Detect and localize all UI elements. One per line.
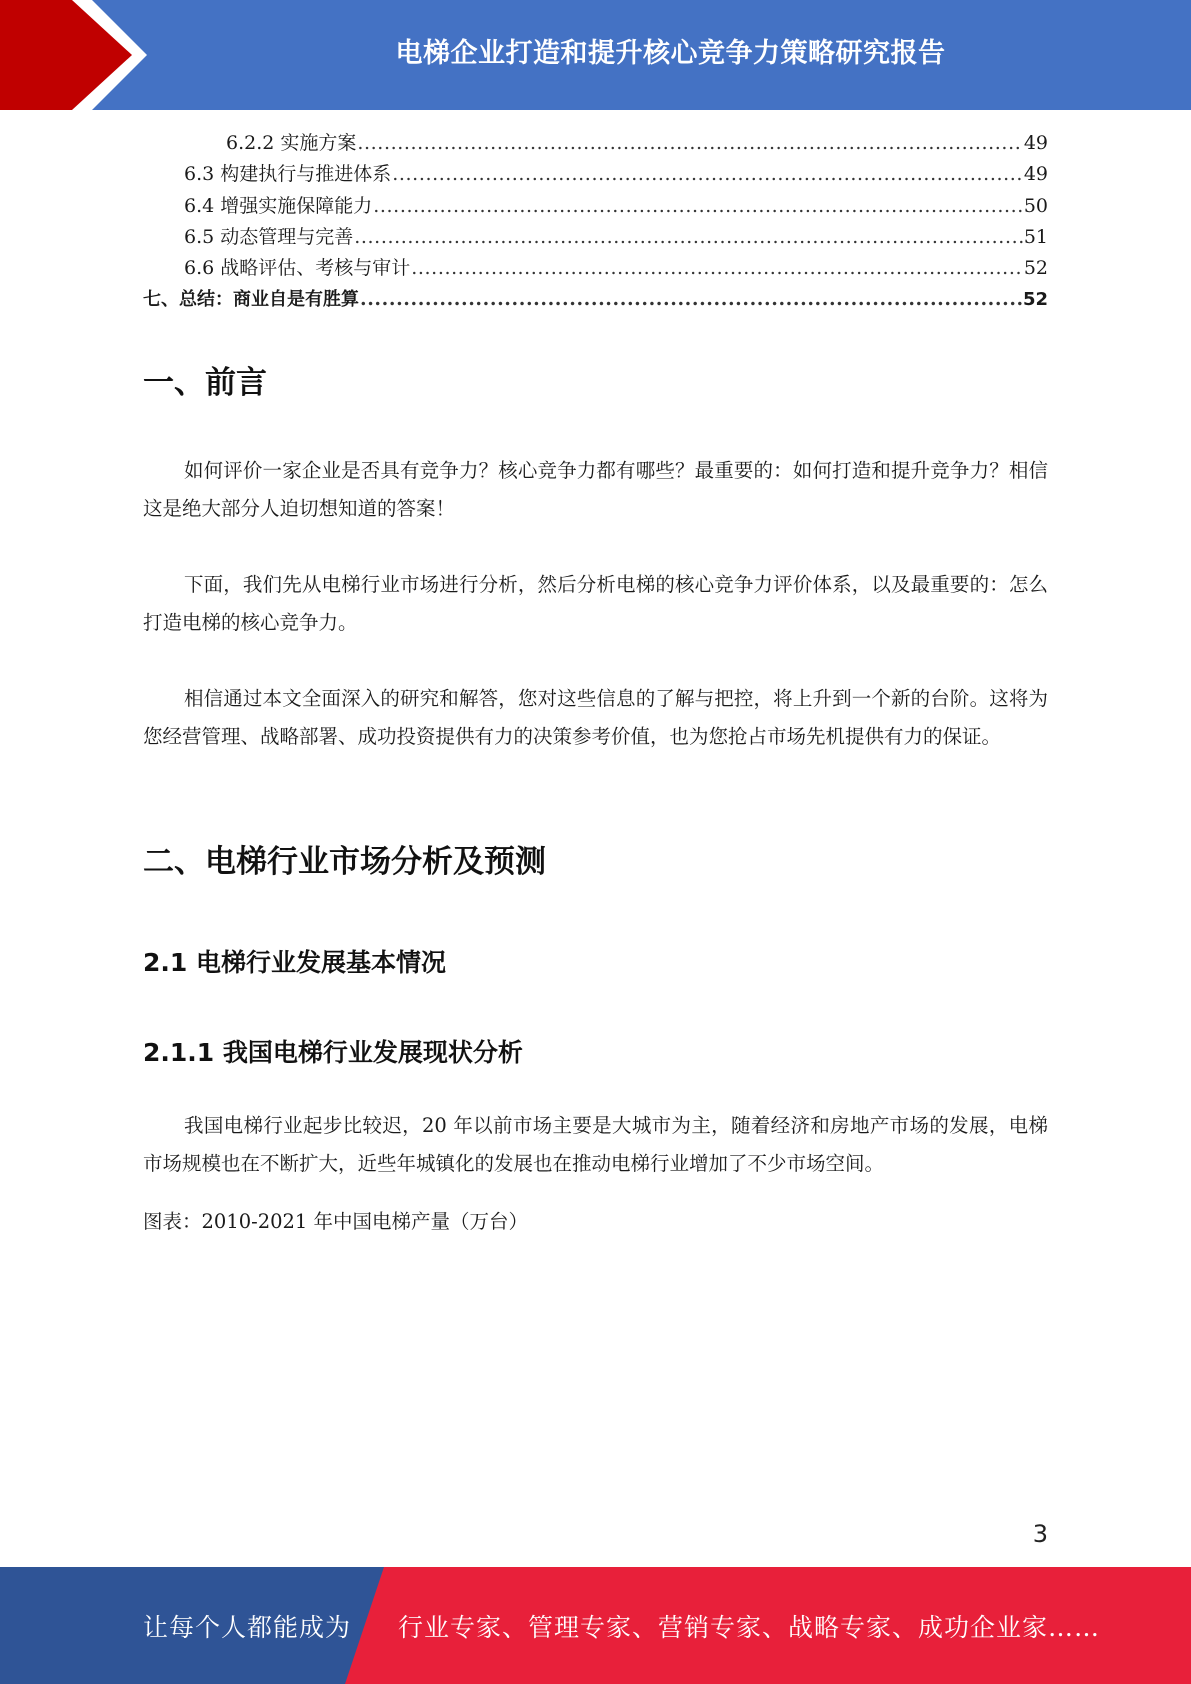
toc-entry-page: 52 bbox=[1022, 289, 1048, 311]
subsection-heading: 2.1 电梯行业发展基本情况 bbox=[143, 948, 446, 977]
section-heading-preface: 一、前言 bbox=[143, 365, 267, 401]
toc-entry-page: 49 bbox=[1023, 163, 1048, 186]
paragraph: 相信通过本文全面深入的研究和解答，您对这些信息的了解与把控，将上升到一个新的台阶。这将为您经营管理、战略部署、成功投资提供有力的决策参考价值，也为您抢占市场先机提供有力的保证。 bbox=[143, 687, 1048, 748]
toc-entry-label: 七、总结：商业自是有胜算 bbox=[143, 289, 359, 311]
toc-entry-label: 6.6 战略评估、考核与审计 bbox=[184, 257, 411, 280]
toc-entry-page: 49 bbox=[1023, 132, 1048, 154]
toc-leader-dots bbox=[354, 222, 1023, 253]
subsubsection-heading: 2.1.1 我国电梯行业发展现状分析 bbox=[143, 1038, 523, 1067]
toc-leader-dots bbox=[360, 284, 1022, 315]
footer-slogan: 让每个人都能成为 bbox=[143, 1612, 352, 1642]
toc-entry-label: 6.4 增强实施保障能力 bbox=[184, 194, 373, 217]
toc-entry-label: 6.2.2 实施方案 bbox=[226, 132, 357, 154]
toc-entry-label: 6.3 构建执行与推进体系 bbox=[184, 163, 392, 186]
page-footer bbox=[0, 1567, 1191, 1684]
table-of-contents bbox=[143, 128, 1048, 316]
page-header bbox=[0, 0, 1191, 110]
toc-entry[interactable] bbox=[143, 128, 1048, 159]
toc-leader-dots bbox=[411, 253, 1023, 284]
paragraph: 下面，我们先从电梯行业市场进行分析，然后分析电梯的核心竞争力评价体系，以及最重要的：怎么打造电梯的核心竞争力。 bbox=[143, 573, 1048, 634]
toc-entry[interactable] bbox=[143, 222, 1048, 253]
page-number: 3 bbox=[1032, 1520, 1048, 1548]
toc-leader-dots bbox=[373, 191, 1023, 222]
toc-entry-label: 6.5 动态管理与完善 bbox=[184, 225, 354, 248]
toc-leader-dots bbox=[392, 159, 1023, 190]
report-title: 电梯企业打造和提升核心竞争力策略研究报告 bbox=[395, 37, 946, 69]
paragraph: 如何评价一家企业是否具有竞争力？核心竞争力都有哪些？最重要的：如何打造和提升竞争力？相信这是绝大部分人迫切想知道的答案！ bbox=[143, 459, 1048, 520]
toc-entry-page: 50 bbox=[1023, 194, 1048, 217]
figure-caption: 图表：2010-2021 年中国电梯产量（万台） bbox=[143, 1210, 529, 1233]
toc-entry[interactable] bbox=[143, 159, 1048, 190]
section-heading-market: 二、电梯行业市场分析及预测 bbox=[143, 844, 546, 880]
toc-entry[interactable] bbox=[143, 191, 1048, 222]
toc-entry[interactable] bbox=[143, 253, 1048, 284]
toc-entry-page: 51 bbox=[1023, 225, 1048, 248]
header-arrow-decoration bbox=[0, 0, 160, 110]
toc-entry-page: 52 bbox=[1023, 257, 1048, 280]
footer-roles: 行业专家、管理专家、营销专家、战略专家、成功企业家…… bbox=[398, 1612, 1101, 1642]
toc-leader-dots bbox=[357, 128, 1022, 159]
toc-entry[interactable] bbox=[143, 284, 1048, 315]
paragraph: 我国电梯行业起步比较迟，20 年以前市场主要是大城市为主，随着经济和房地产市场的发展，电梯市场规模也在不断扩大，近些年城镇化的发展也在推动电梯行业增加了不少市场空间。 bbox=[143, 1114, 1048, 1175]
